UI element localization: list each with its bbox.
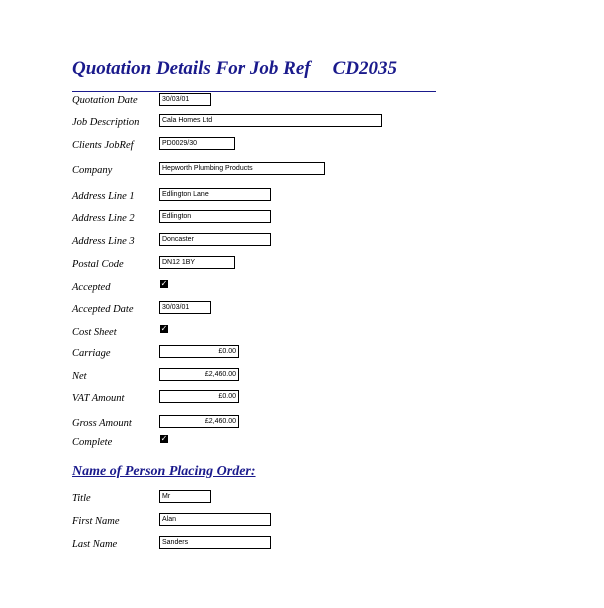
job-description-field[interactable]: Cala Homes Ltd [159,114,382,127]
address-line-3-label: Address Line 3 [72,236,135,247]
clients-jobref-field[interactable]: PD0029/30 [159,137,235,150]
postal-code-label: Postal Code [72,259,124,270]
address-line-3-field[interactable]: Doncaster [159,233,271,246]
first-name-label: First Name [72,516,120,527]
accepted-date-label: Accepted Date [72,304,134,315]
gross-amount-field[interactable]: £2,460.00 [159,415,239,428]
vat-amount-field[interactable]: £0.00 [159,390,239,403]
cost-sheet-label: Cost Sheet [72,327,117,338]
accepted-checkbox[interactable]: ✓ [160,279,168,288]
complete-checkbox[interactable]: ✓ [160,434,168,443]
last-name-label: Last Name [72,539,118,550]
title-label: Title [72,493,91,504]
clients-jobref-label: Clients JobRef [72,140,134,151]
quotation-date-field[interactable]: 30/03/01 [159,93,211,106]
job-description-label: Job Description [72,117,140,128]
vat-amount-label: VAT Amount [72,393,125,404]
address-line-2-field[interactable]: Edlington [159,210,271,223]
address-line-1-label: Address Line 1 [72,191,135,202]
first-name-field[interactable]: Alan [159,513,271,526]
net-field[interactable]: £2,460.00 [159,368,239,381]
page-title [72,58,397,80]
title-field[interactable]: Mr [159,490,211,503]
carriage-label: Carriage [72,348,111,359]
job-ref: CD2035 [332,58,397,79]
carriage-field[interactable]: £0.00 [159,345,239,358]
page-title-text: Quotation Details For Job Ref [72,58,311,79]
net-label: Net [72,371,87,382]
person-section-heading: Name of Person Placing Order: [72,464,256,479]
company-label: Company [72,165,113,176]
postal-code-field[interactable]: DN12 1BY [159,256,235,269]
address-line-1-field[interactable]: Edlington Lane [159,188,271,201]
accepted-date-field[interactable]: 30/03/01 [159,301,211,314]
address-line-2-label: Address Line 2 [72,213,135,224]
company-field[interactable]: Hepworth Plumbing Products [159,162,325,175]
cost-sheet-checkbox[interactable]: ✓ [160,324,168,333]
quotation-date-label: Quotation Date [72,95,138,106]
last-name-field[interactable]: Sanders [159,536,271,549]
gross-amount-label: Gross Amount [72,418,132,429]
accepted-label: Accepted [72,282,111,293]
title-divider [72,91,436,92]
complete-label: Complete [72,437,113,448]
